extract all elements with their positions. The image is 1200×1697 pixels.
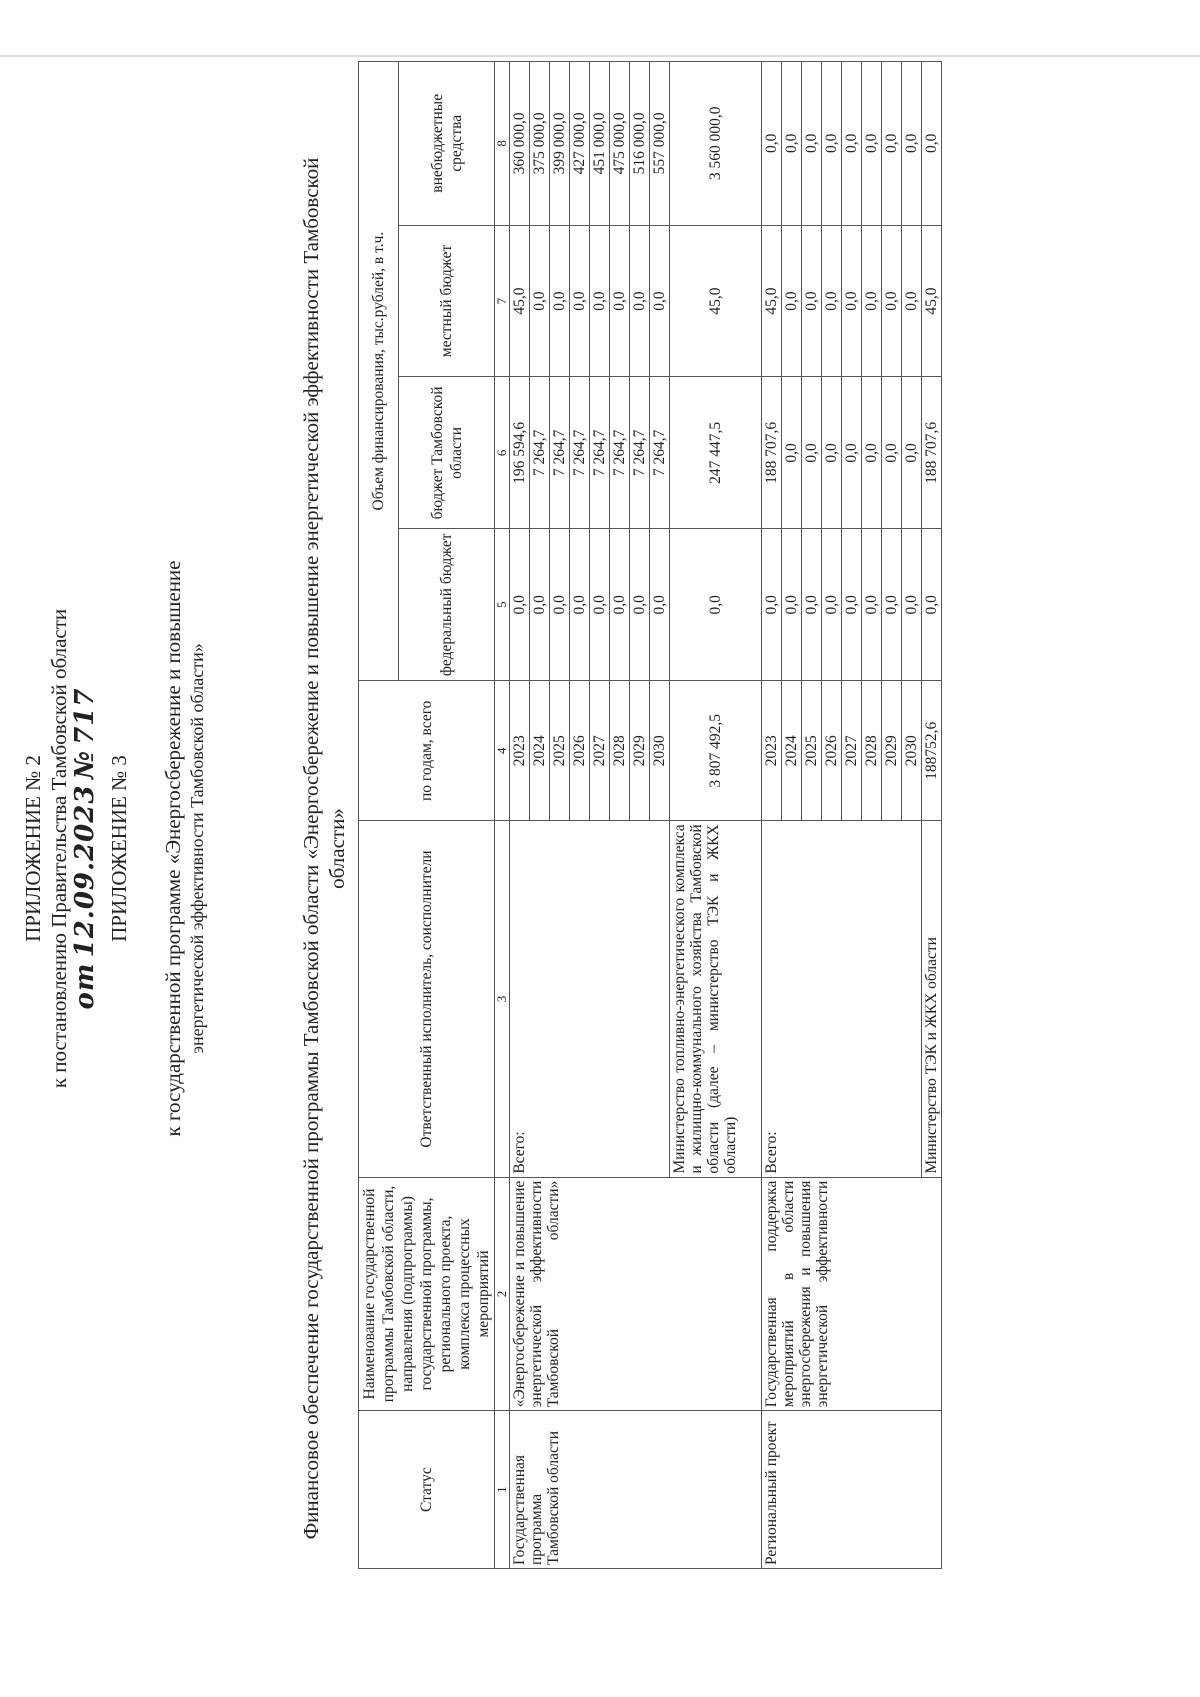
- header-executor: Ответственный исполнитель, соисполнители: [359, 821, 495, 1177]
- table-row: Министерство топливно-энергетического комплекса и жилищно-коммунального хозяйства Тамбовской области (далее – министерство ТЭК и ЖКХ области) 3 807 492,5 0,0 247 447,5 45,0 3 560 000,0: [670, 62, 762, 1569]
- table-row: 2030 0,0 0,0 0,0 0,0: [902, 62, 922, 1569]
- program-name: «Энергосбережение и повышение энергетической эффективности Тамбовской области»: [510, 1177, 762, 1411]
- header-status: Статус: [359, 1411, 495, 1569]
- appendix-3-label: ПРИЛОЖЕНИЕ № 3: [107, 755, 131, 942]
- project-status: Региональный проект: [762, 1411, 942, 1569]
- handwritten-number: 717: [70, 687, 100, 745]
- table-row: 2024 0,0 0,0 0,0 0,0: [782, 62, 802, 1569]
- document-title: Финансовое обеспечение государственной программы Тамбовской области «Энергосбережение и повышение энергетической эффективности Тамбовской области»: [299, 157, 349, 1540]
- table-row: Государственная программа Тамбовской области «Энергосбережение и повышение энергетической эффективности Тамбовской области» Всего: 2023 0,0 196 594,6 45,0 360 000,0: [510, 62, 530, 1569]
- header-federal: федеральный бюджет: [399, 529, 495, 681]
- project-total-label: Всего:: [762, 821, 922, 1177]
- header-regional: бюджет Тамбовской области: [399, 377, 495, 529]
- table-row: Региональный проект Государственная поддержка мероприятий в области энергосбережения и повышения энергетической эффективности Всего: 2023 0,0 188 707,6 45,0 0,0: [762, 62, 782, 1569]
- table-row: 2029 0,0 0,0 0,0 0,0: [882, 62, 902, 1569]
- project-name: Государственная поддержка мероприятий в области энергосбережения и повышения энергетической эффективности: [762, 1177, 942, 1411]
- table-row: 2024 0,0 7 264,7 0,0 375 000,0: [530, 62, 550, 1569]
- header-local: местный бюджет: [399, 225, 495, 377]
- table-row: 2028 0,0 7 264,7 0,0 475 000,0: [610, 62, 630, 1569]
- table-row: Министерство ТЭК и ЖКХ области 188752,6 0,0 188 707,6 45,0 0,0: [922, 62, 942, 1569]
- table-row: 2030 0,0 7 264,7 0,0 557 000,0: [650, 62, 670, 1569]
- column-number-row: 1 2 3 4 5 6 7 8: [495, 62, 510, 1569]
- project-ministry: Министерство ТЭК и ЖКХ области: [922, 821, 942, 1177]
- table-row: 2026 0,0 0,0 0,0 0,0: [822, 62, 842, 1569]
- header-name: Наименование государственной программы Тамбовской области, направления (подпрограммы) государственной программы, регионального проекта, комплекса процессных мероприятий: [359, 1177, 495, 1411]
- header-offbudget: внебюджетные средства: [399, 62, 495, 226]
- handwritten-date: 12.09.2023: [70, 784, 100, 958]
- financing-table: [358, 61, 942, 1569]
- program-ministry: Министерство топливно-энергетического комплекса и жилищно-коммунального хозяйства Тамбовской области (далее – министерство ТЭК и ЖКХ области): [670, 821, 762, 1177]
- table-row: 2027 0,0 0,0 0,0 0,0: [842, 62, 862, 1569]
- header-financing: Объем финансирования, тыс.рублей, в т.ч.: [359, 62, 399, 681]
- table-row: 2025 0,0 7 264,7 0,0 399 000,0: [550, 62, 570, 1569]
- table-row: 2027 0,0 7 264,7 0,0 451 000,0: [590, 62, 610, 1569]
- table-row: 2025 0,0 0,0 0,0 0,0: [802, 62, 822, 1569]
- resolution-line: к постановлению Правительства Тамбовской области: [47, 608, 71, 1089]
- table-row: 2028 0,0 0,0 0,0 0,0: [862, 62, 882, 1569]
- program-total-label: Всего:: [510, 821, 670, 1177]
- table-row: 2026 0,0 7 264,7 0,0 427 000,0: [570, 62, 590, 1569]
- date-number-line: от 12.09.2023 № 717: [70, 687, 100, 1010]
- program-status: Государственная программа Тамбовской области: [510, 1411, 762, 1569]
- header-years: по годам, всего: [359, 681, 495, 821]
- program-line-2: энергетической эффективности Тамбовской области»: [187, 643, 207, 1054]
- table-row: 2029 0,0 7 264,7 0,0 516 000,0: [630, 62, 650, 1569]
- appendix-2-label: ПРИЛОЖЕНИЕ № 2: [21, 755, 45, 942]
- program-line-1: к государственной программе «Энергосбережение и повышение: [161, 560, 185, 1137]
